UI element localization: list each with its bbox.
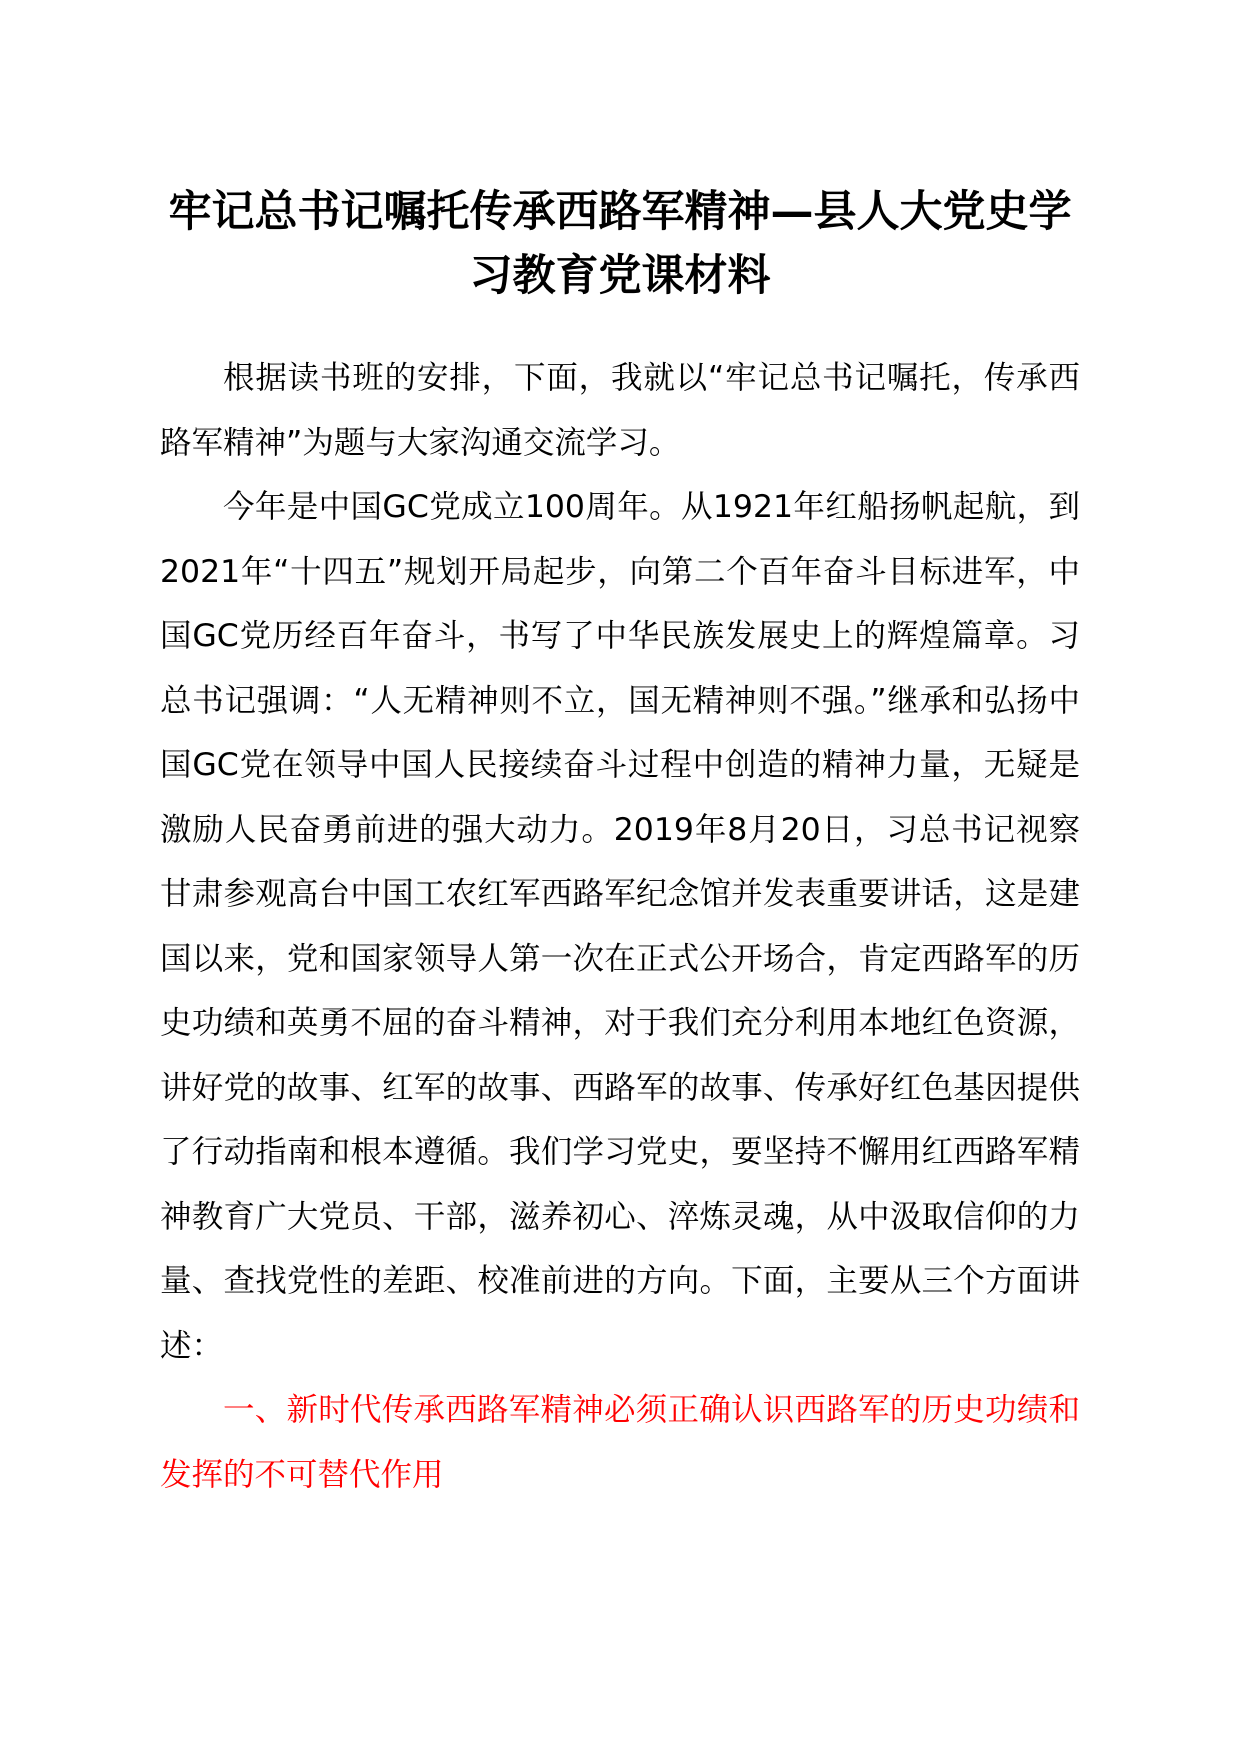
intro-paragraph: 根据读书班的安排，下面，我就以“牢记总书记嘱托，传承西路军精神”为题与大家沟通交流学习。 [160,360,1080,461]
body-paragraph: 今年是中国GC党成立100周年。从1921年红船扬帆起航，到2021年“十四五”规划开局起步，向第二个百年奋斗目标进军，中国GC党历经百年奋斗，书写了中华民族发展史上的辉煌篇章。习总书记强调：“人无精神则不立，国无精神则不强。”继承和弘扬中国GC党在领导中国人民接续奋斗过程中创造的精神力量，无疑是激励人民奋勇前进的强大动力。2019年8月20日，习总书记视察甘肃参观高台中国工农红军西路军纪念馆并发表重要讲话，这是建国以来，党和国家领导人第一次在正式公开场合，肯定西路军的历史功绩和英勇不屈的奋斗精神，对于我们充分利用本地红色资源，讲好党的故事、红军的故事、西路军的故事、传承好红色基因提供了行动指南和根本遵循。我们学习党史，要坚持不懈用红西路军精神教育广大党员、干部，滋养初心、淬炼灵魂，从中汲取信仰的力量、查找党性的差距、校准前进的方向。下面，主要从三个方面讲述： [160,489,1080,1364]
document-body [160,346,1080,1507]
document-title: 牢记总书记嘱托传承西路军精神—县人大党史学习教育党课材料 [168,187,1072,301]
section-heading: 一、新时代传承西路军精神必须正确认识西路军的历史功绩和发挥的不可替代作用 [160,1392,1080,1493]
